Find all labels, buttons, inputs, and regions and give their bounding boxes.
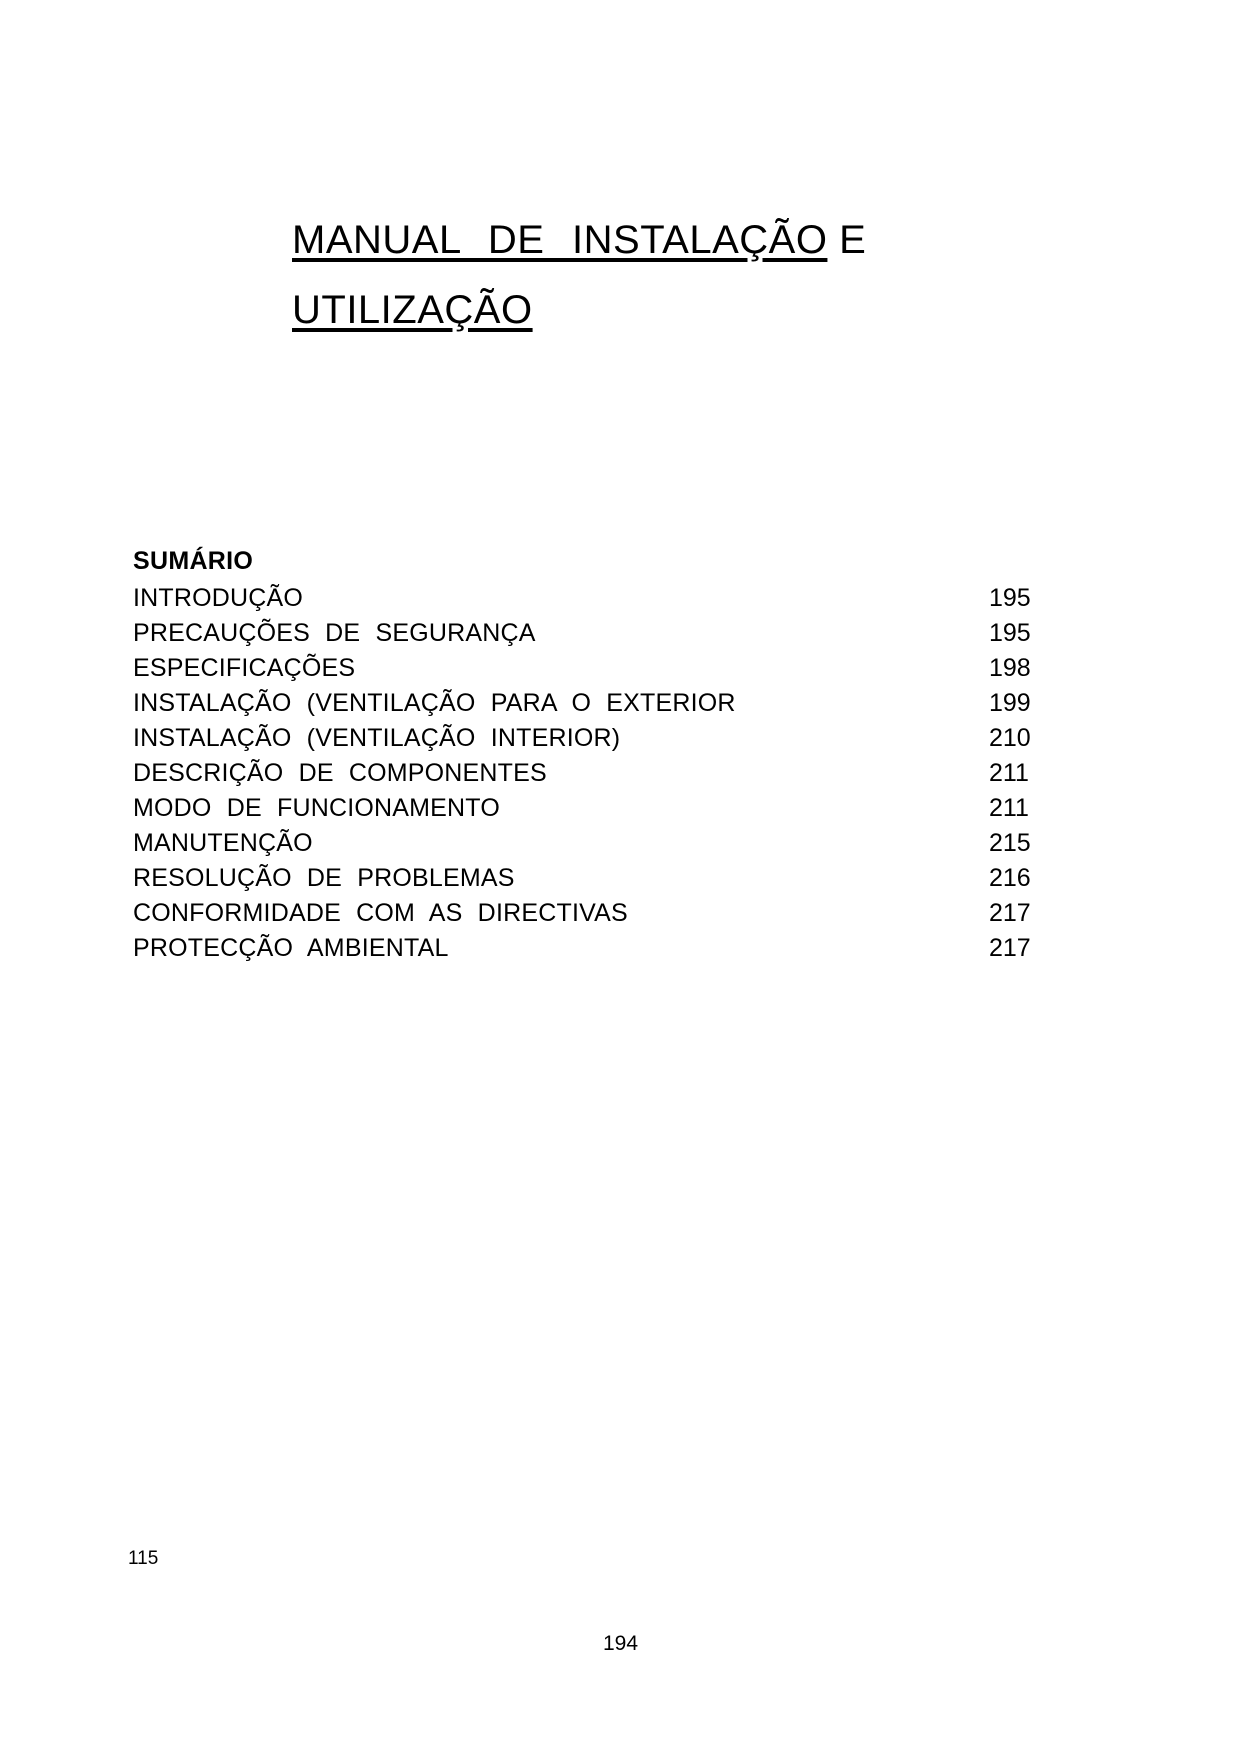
- toc-entry[interactable]: [133, 721, 1053, 756]
- table-of-contents: [133, 581, 1053, 966]
- page-title-line-2: E: [839, 218, 867, 262]
- page-title-line-1: MANUAL DE INSTALAÇÃO: [292, 218, 828, 262]
- toc-entry-page: 217: [989, 934, 1031, 962]
- toc-entry-label: INSTALAÇÃO (VENTILAÇÃO INTERIOR): [133, 724, 621, 752]
- toc-entry-label: RESOLUÇÃO DE PROBLEMAS: [133, 864, 515, 892]
- toc-entry[interactable]: [133, 896, 1053, 931]
- toc-entry[interactable]: [133, 616, 1053, 651]
- toc-entry-label: DESCRIÇÃO DE COMPONENTES: [133, 759, 547, 787]
- toc-entry-label: MANUTENÇÃO: [133, 829, 313, 857]
- toc-entry-page: 211: [989, 794, 1029, 822]
- toc-entry[interactable]: [133, 826, 1053, 861]
- toc-entry-page: 198: [989, 654, 1031, 682]
- toc-entry-page: 210: [989, 724, 1031, 752]
- toc-entry[interactable]: [133, 861, 1053, 896]
- toc-entry[interactable]: [133, 651, 1053, 686]
- toc-entry-page: 215: [989, 829, 1031, 857]
- toc-entry[interactable]: [133, 581, 1053, 616]
- summary-heading: SUMÁRIO: [133, 547, 254, 575]
- toc-entry-label: CONFORMIDADE COM AS DIRECTIVAS: [133, 899, 628, 927]
- toc-entry[interactable]: [133, 756, 1053, 791]
- toc-entry-label: INTRODUÇÃO: [133, 584, 304, 612]
- toc-entry-page: 195: [989, 619, 1031, 647]
- toc-entry[interactable]: [133, 686, 1053, 721]
- summary-section: [133, 545, 1053, 966]
- toc-entry-page: 211: [989, 759, 1029, 787]
- toc-entry-page: 217: [989, 899, 1031, 927]
- toc-entry[interactable]: [133, 791, 1053, 826]
- toc-entry-label: PROTECÇÃO AMBIENTAL: [133, 934, 449, 962]
- page-title: [292, 205, 992, 345]
- toc-entry-page: 195: [989, 584, 1031, 612]
- corner-number: 115: [128, 1548, 159, 1569]
- toc-entry-page: 216: [989, 864, 1031, 892]
- toc-entry-label: PRECAUÇÕES DE SEGURANÇA: [133, 619, 536, 647]
- toc-entry-label: INSTALAÇÃO (VENTILAÇÃO PARA O EXTERIOR: [133, 689, 736, 717]
- page-title-line-3: UTILIZAÇÃO: [292, 288, 533, 332]
- toc-entry-label: ESPECIFICAÇÕES: [133, 654, 356, 682]
- toc-entry-label: MODO DE FUNCIONAMENTO: [133, 794, 500, 822]
- toc-entry[interactable]: [133, 931, 1053, 966]
- page-number: 194: [602, 1632, 639, 1655]
- toc-entry-page: 199: [989, 689, 1031, 717]
